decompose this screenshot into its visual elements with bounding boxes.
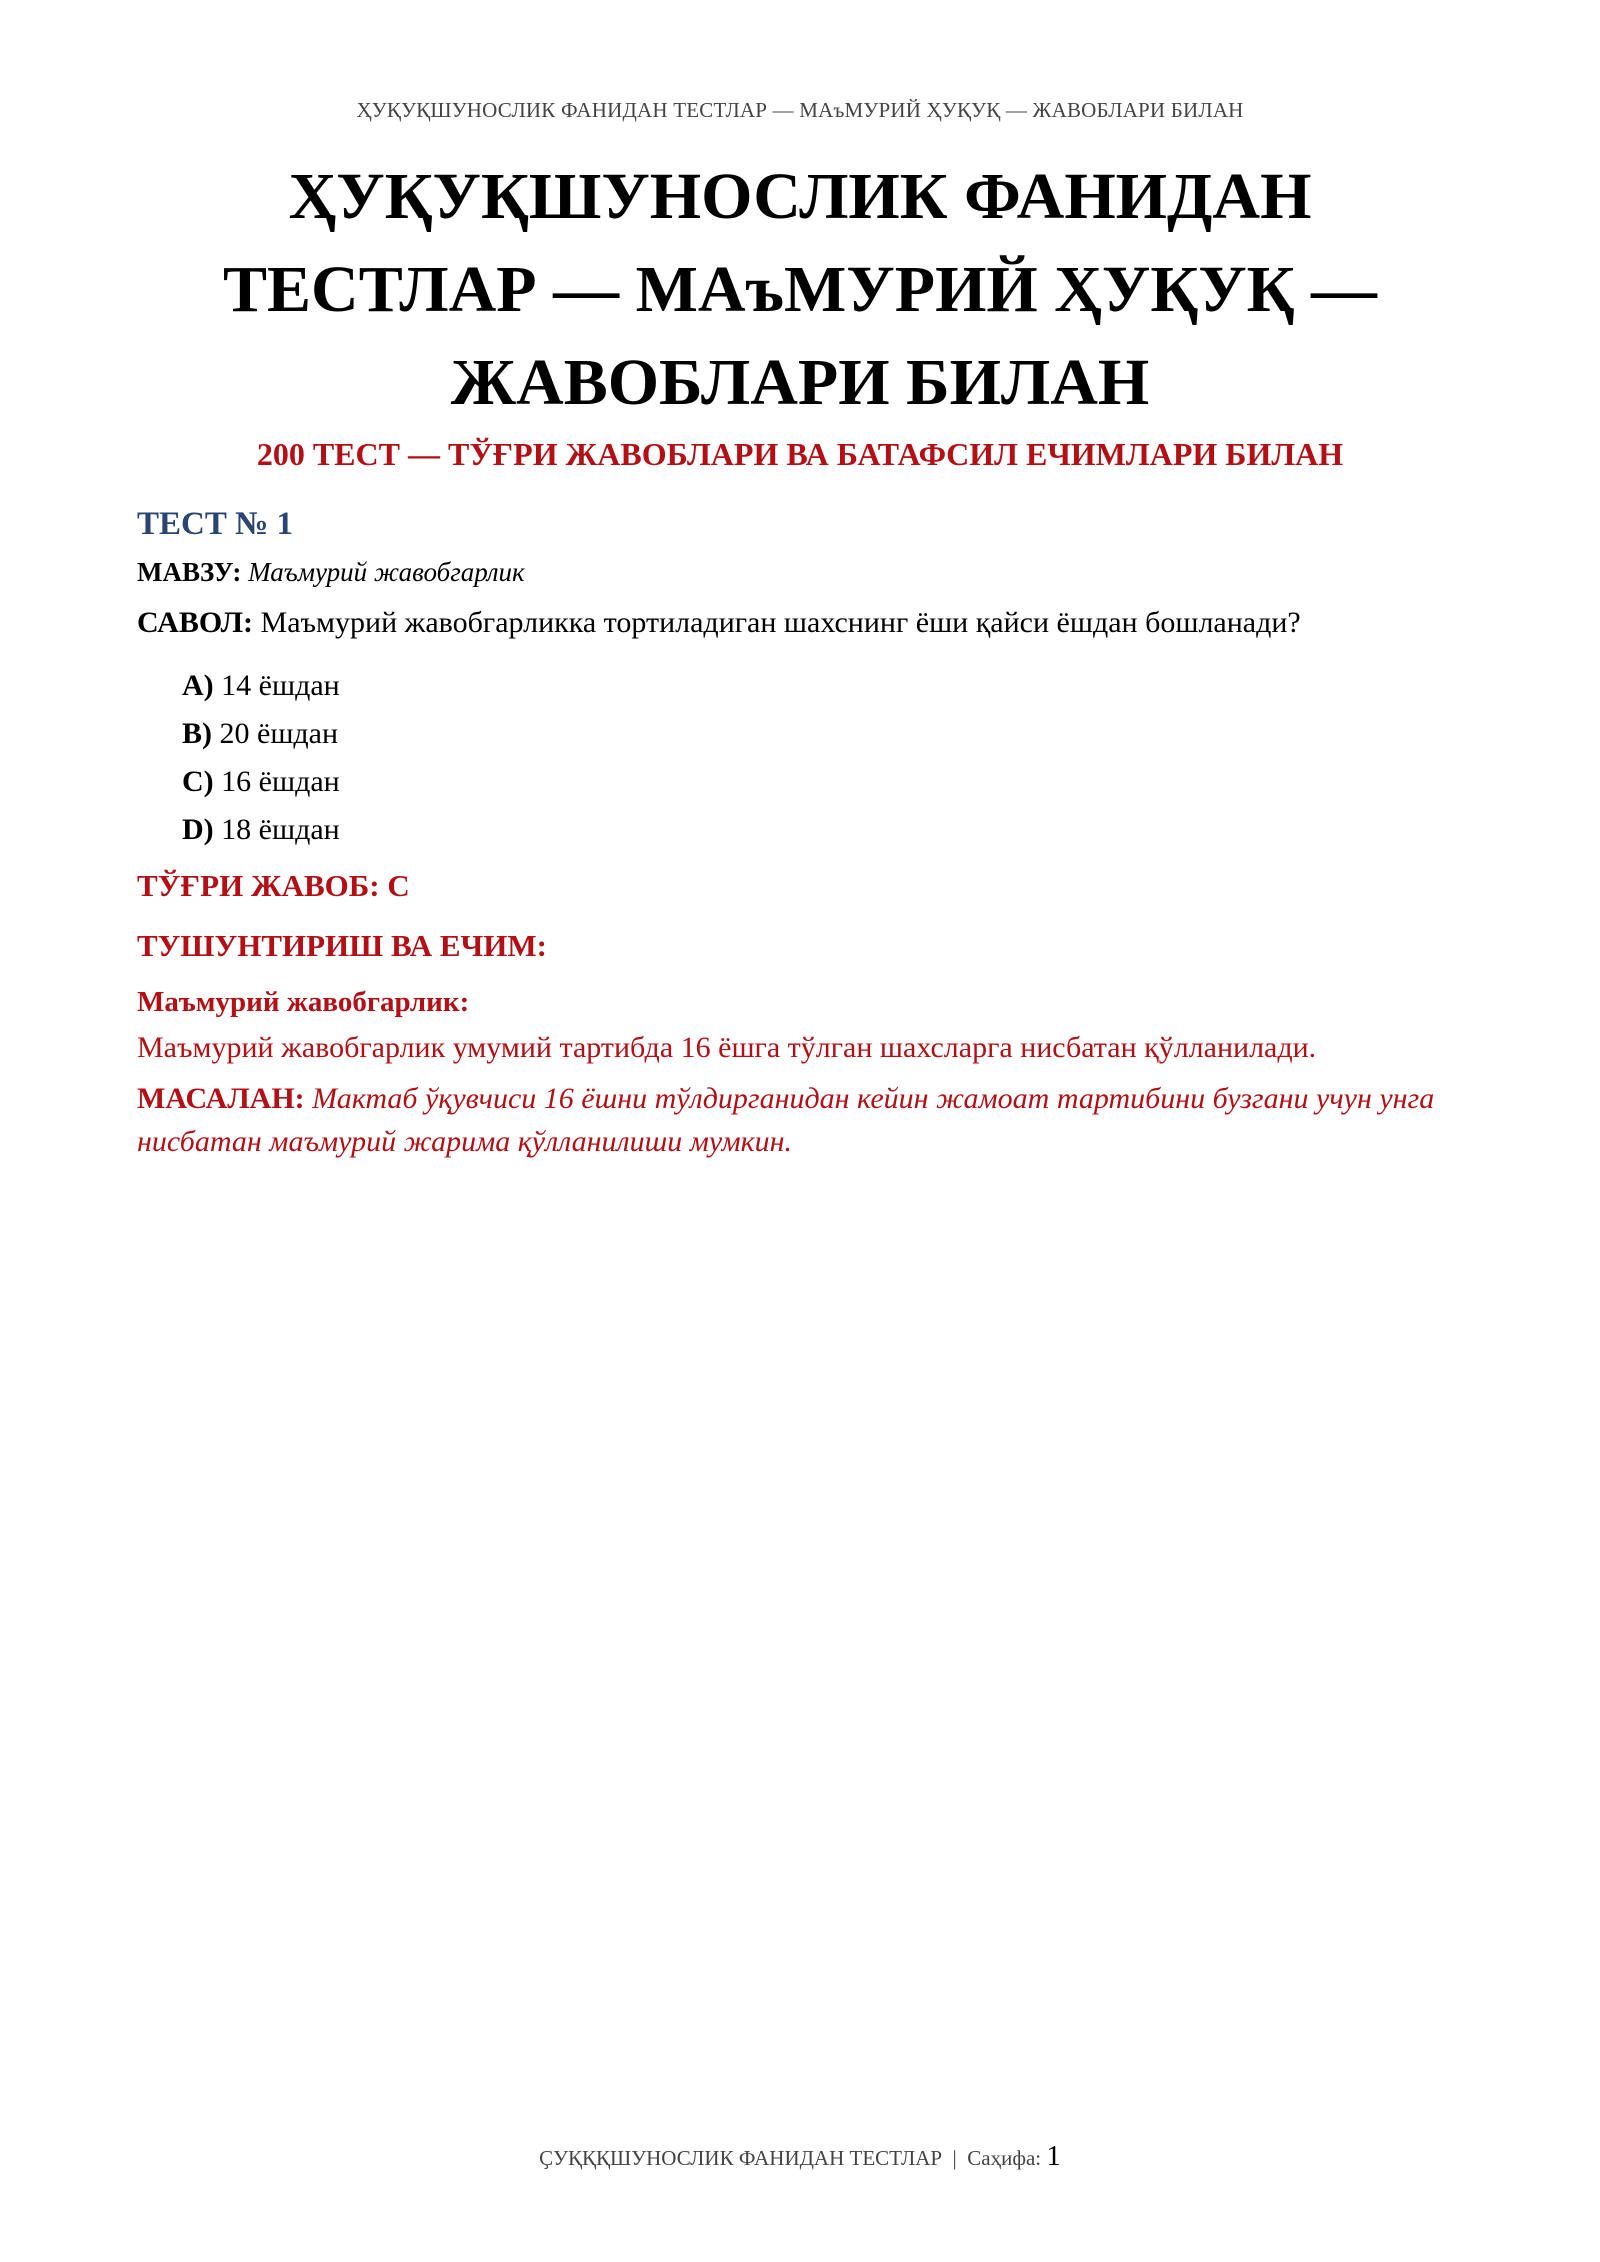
- option-text: 14 ёшдан: [221, 669, 340, 702]
- title-line-2: ТЕСТЛАР — МАъМУРИЙ ҲУҚУҚ —: [222, 253, 1377, 326]
- correct-answer: ТЎҒРИ ЖАВОБ: C: [137, 868, 410, 903]
- explanation-heading: ТУШУНТИРИШ ВА ЕЧИМ:: [137, 928, 547, 963]
- option-letter: C): [182, 765, 214, 798]
- example-paragraph: [137, 1077, 1470, 1163]
- page-footer: [0, 2140, 1600, 2173]
- footer-separator: |: [952, 2146, 957, 2170]
- running-header: ҲУҚУҚШУНОСЛИК ФАНИДАН ТЕСТЛАР — МАъМУРИЙ ҲУҚУҚ — ЖАВОБЛАРИ БИЛАН: [356, 98, 1244, 122]
- question-text: Маъмурий жавобгарликка тортиладиган шахснинг ёши қайси ёшдан бошланади?: [260, 606, 1301, 639]
- option-letter: A): [182, 669, 214, 702]
- example-text: Мактаб ўқувчиси 16 ёшни тўлдирганидан кейин жамоат тартибини бузгани учун унга нисбатан маъмурий жарима қўлланилиши мумкин.: [137, 1082, 1435, 1158]
- title-line-1: ҲУҚУҚШУНОСЛИК ФАНИДАН: [288, 160, 1312, 233]
- document-subtitle: 200 ТЕСТ — ТЎҒРИ ЖАВОБЛАРИ ВА БАТАФСИЛ ЕЧИМЛАРИ БИЛАН: [256, 436, 1344, 472]
- topic-value: Маъмурий жавобгарлик: [248, 557, 525, 587]
- question-line: [137, 606, 1470, 640]
- page-label: Саҳифа:: [967, 2146, 1042, 2170]
- topic-label: МАВЗУ:: [137, 557, 242, 587]
- explanation-subheading: Маъмурий жавобгарлик:: [137, 986, 470, 1018]
- title-line-3: ЖАВОБЛАРИ БИЛАН: [450, 346, 1150, 419]
- topic-line: [137, 557, 1470, 588]
- explanation-text: Маъмурий жавобгарлик умумий тартибда 16 ёшга тўлган шахсларга нисбатан қўлланилади.: [137, 1031, 1317, 1064]
- option-text: 20 ёшдан: [219, 717, 339, 750]
- answer-options: [182, 662, 1470, 854]
- option-b: [182, 710, 1470, 758]
- example-label: МАСАЛАН:: [137, 1082, 305, 1115]
- test-block: [137, 506, 1470, 1163]
- option-letter: B): [182, 717, 212, 750]
- option-c: [182, 758, 1470, 806]
- document-title: [140, 150, 1460, 429]
- footer-label: ҪУҚҚҚШУНОСЛИК ФАНИДАН ТЕСТЛАР: [539, 2146, 943, 2170]
- question-label: САВОЛ:: [137, 606, 254, 639]
- test-number-heading: ТЕСТ № 1: [137, 506, 294, 542]
- option-letter: D): [182, 813, 214, 846]
- option-d: [182, 806, 1470, 854]
- option-text: 18 ёшдан: [221, 813, 340, 846]
- page-number: 1: [1046, 2140, 1061, 2172]
- option-a: [182, 662, 1470, 710]
- option-text: 16 ёшдан: [221, 765, 340, 798]
